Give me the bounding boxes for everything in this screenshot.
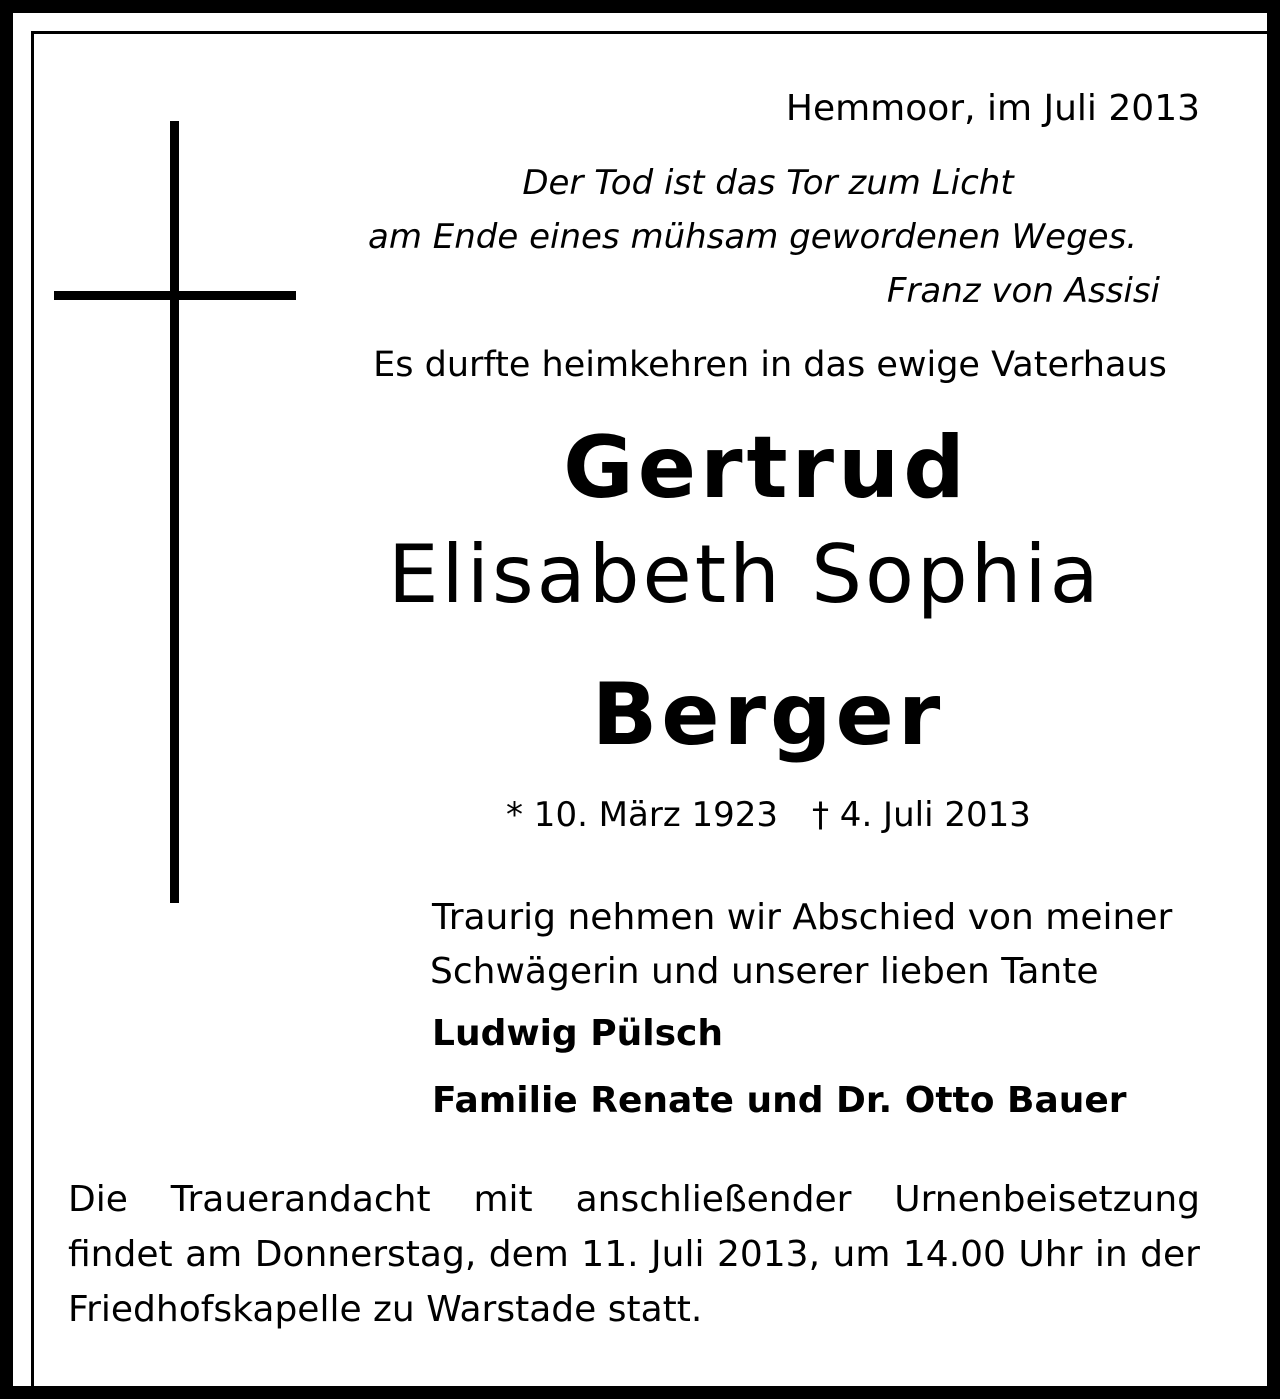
cross-horizontal-beam: [54, 291, 296, 300]
funeral-notice-line-3: Friedhofskapelle zu Warstade statt.: [68, 1289, 703, 1330]
deceased-middle-names: Elisabeth Sophia: [388, 528, 1102, 621]
quote-line-2: am Ende eines mühsam gewordenen Weges.: [368, 217, 1138, 257]
place-date: Hemmoor, im Juli 2013: [785, 88, 1200, 129]
funeral-notice-line-1: Die Trauerandacht mit anschließender Urnenbeisetzung: [68, 1179, 1200, 1220]
mourning-text-line-2: Schwägerin und unserer lieben Tante: [430, 951, 1099, 992]
mourning-text-line-1: Traurig nehmen wir Abschied von meiner: [432, 897, 1173, 938]
quote-line-1: Der Tod ist das Tor zum Licht: [522, 163, 1014, 203]
funeral-notice-line-2: findet am Donnerstag, dem 11. Juli 2013, um 14.00 Uhr in der: [68, 1234, 1200, 1275]
death-date: † 4. Juli 2013: [812, 795, 1031, 835]
mourner-name: Ludwig Pülsch: [432, 1013, 723, 1054]
birth-date: * 10. März 1923: [506, 795, 779, 835]
funeral-notice: [68, 1172, 1200, 1337]
deceased-first-name: Gertrud: [563, 418, 969, 518]
mourner-name: Familie Renate und Dr. Otto Bauer: [432, 1080, 1127, 1121]
deceased-last-name: Berger: [591, 665, 945, 765]
intro-text: Es durfte heimkehren in das ewige Vaterhaus: [373, 345, 1167, 385]
quote-author: Franz von Assisi: [886, 271, 1160, 311]
